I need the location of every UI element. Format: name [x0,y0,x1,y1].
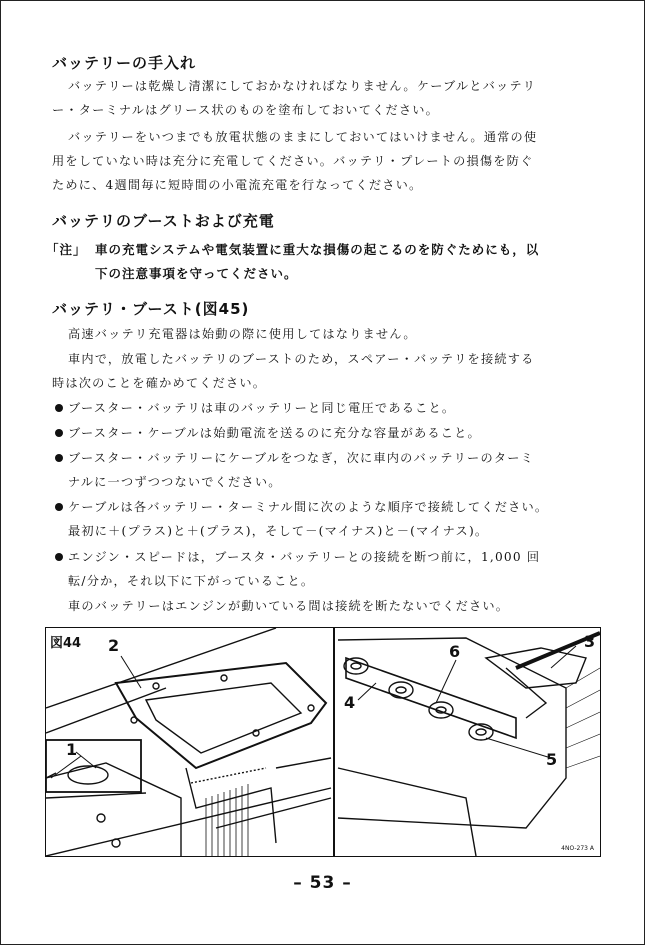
callout-5: 5 [546,750,558,769]
figure-illustration [46,628,600,856]
bullet-text: 転/分か，それ以下に下がっていること。 [68,574,315,588]
bullet-text: 最初に＋(プラス)と＋(プラス)，そして－(マイナス)と－(マイナス)。 [68,524,489,538]
paragraph-line: 用をしていない時は充分に充電してください。バッテリ・プレートの損傷を防ぐ [52,154,534,168]
bullet-text: エンジン・スピードは，ブースタ・バッテリーとの接続を断つ前に，1,000 回 [68,550,541,564]
page-number: – 53 – [293,873,352,893]
section-heading-battery-care: バッテリーの手入れ [52,54,197,72]
bullet-text: ブースター・バッテリーにケーブルをつなぎ，次に車内のバッテリーのターミ [68,451,534,465]
callout-6: 6 [449,642,461,661]
paragraph-line: ー・ターミナルはグリース状のものを塗布しておいてください。 [52,103,440,117]
bullet-text: ブースター・バッテリは車のバッテリーと同じ電圧であること。 [68,401,456,415]
paragraph-line: 時は次のことを確かめてください。 [52,376,267,390]
paragraph-line: 車内で，放電したバッテリのブーストのため，スペアー・バッテリを接続する [68,352,535,366]
section-heading-boost-charge: バッテリのブーストおよび充電 [52,212,275,230]
paragraph-line: ために、4週間毎に短時間の小電流充電を行なってください。 [52,178,423,192]
bullet-icon [55,429,63,437]
bullet-icon [55,553,63,561]
note-text: 車の充電システムや電気装置に重大な損傷の起こるのを防ぐためにも，以 [95,242,540,257]
section-heading-boost: バッテリ・ブースト(図45) [52,300,250,318]
callout-1: 1 [66,740,78,759]
callout-2: 2 [108,636,120,655]
bullet-text: ナルに一つずつつないでください。 [68,475,282,489]
bullet-icon [55,404,63,412]
paragraph-line: 高速バッテリ充電器は始動の際に使用してはなりません。 [68,327,417,341]
bullet-text: ブースター・ケーブルは始動電流を送るのに充分な容量があること。 [68,426,481,440]
bullet-text: ケーブルは各バッテリー・ターミナル間に次のような順序で接続してください。 [68,500,549,514]
paragraph-line: バッテリーをいつまでも放電状態のままにしておいてはいけません。通常の使 [68,130,538,144]
note-text: 下の注意事項を守ってください。 [95,266,298,281]
figure-44 [45,627,601,857]
paragraph-line: 車のバッテリーはエンジンが動いている間は接続を断たないでください。 [68,599,510,613]
callout-3: 3 [584,632,596,651]
paragraph-line: バッテリーは乾燥し清潔にしておかなければなりません。ケーブルとバッテリ [68,79,537,93]
bullet-icon [55,454,63,462]
note-label: 「注」 [46,242,87,257]
figure-label: 図44 [50,636,82,651]
bullet-icon [55,503,63,511]
figure-ref-code: 4NO-273 A [561,845,594,852]
callout-4: 4 [344,693,356,712]
